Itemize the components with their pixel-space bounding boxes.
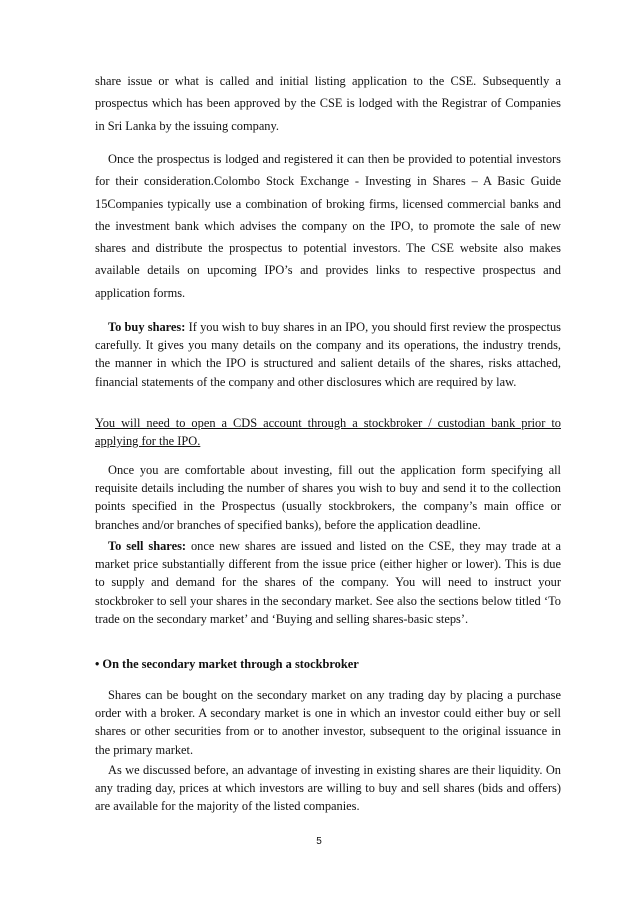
paragraph-to-buy-shares <box>95 318 561 391</box>
paragraph-application-form: Once you are comfortable about investing, fill out the application form specifying all requisite details including the number of shares you wish to buy and send it to the collection points specified in the Prospectus (usually stockbrokers, the company’s main office or branches and/or branches of specified banks), before the application deadline. <box>95 463 561 532</box>
paragraph-to-sell-shares <box>95 537 561 628</box>
paragraph-cds-account-note: You will need to open a CDS account through a stockbroker / custodian bank prior to applying for the IPO. <box>95 416 561 449</box>
paragraph-liquidity: As we discussed before, an advantage of investing in existing shares are their liquidity. On any trading day, prices at which investors are willing to buy and sell shares (bids and offers) are available for the majority of the listed companies. <box>95 763 561 814</box>
page-number: 5 <box>316 836 322 847</box>
paragraph-prospectus-distribution: Once the prospectus is lodged and registered it can then be provided to potential investors for their consideration.Colombo Stock Exchange - Investing in Shares – A Basic Guide 15Companies typically use a combination of broking firms, licensed commercial banks and the investment bank which advises the company on the IPO, to promote the sale of new shares and distribute the prospectus to potential investors. The CSE website also makes available details on upcoming IPO’s and provides links to respective prospectus and application forms. <box>95 152 561 300</box>
to-buy-shares-label: To buy shares: <box>108 320 186 334</box>
to-buy-shares-text: If you wish to buy shares in an IPO, you should first review the prospectus carefully. It gives you many details on the company and its operations, the industry trends, the manner in which the IPO is structured and salient details of the shares, risks attached, financial statements of the company and other disclosures which are required by law. <box>95 320 561 389</box>
to-sell-shares-label: To sell shares: <box>108 539 187 553</box>
to-sell-shares-text: once new shares are issued and listed on the CSE, they may trade at a market price substantially different from the issue price (either higher or lower). This is due to supply and demand for the shares of the company. You will need to instruct your stockbroker to sell your shares in the secondary market. See also the sections below titled ‘To trade on the secondary market’ and ‘Buying and selling shares-basic steps’. <box>95 539 561 626</box>
paragraph-secondary-market: Shares can be bought on the secondary market on any trading day by placing a purchase order with a broker. A secondary market is one in which an investor could either buy or sell shares or other securities from or to another investor, subsequent to the original issuance in the primary market. <box>95 688 561 757</box>
section-heading-secondary-market: • On the secondary market through a stockbroker <box>95 657 359 671</box>
paragraph-prospectus-lodging: share issue or what is called and initial listing application to the CSE. Subsequently a prospectus which has been approved by the CSE is lodged with the Registrar of Companies in Sri Lanka by the issuing company. <box>95 74 561 133</box>
